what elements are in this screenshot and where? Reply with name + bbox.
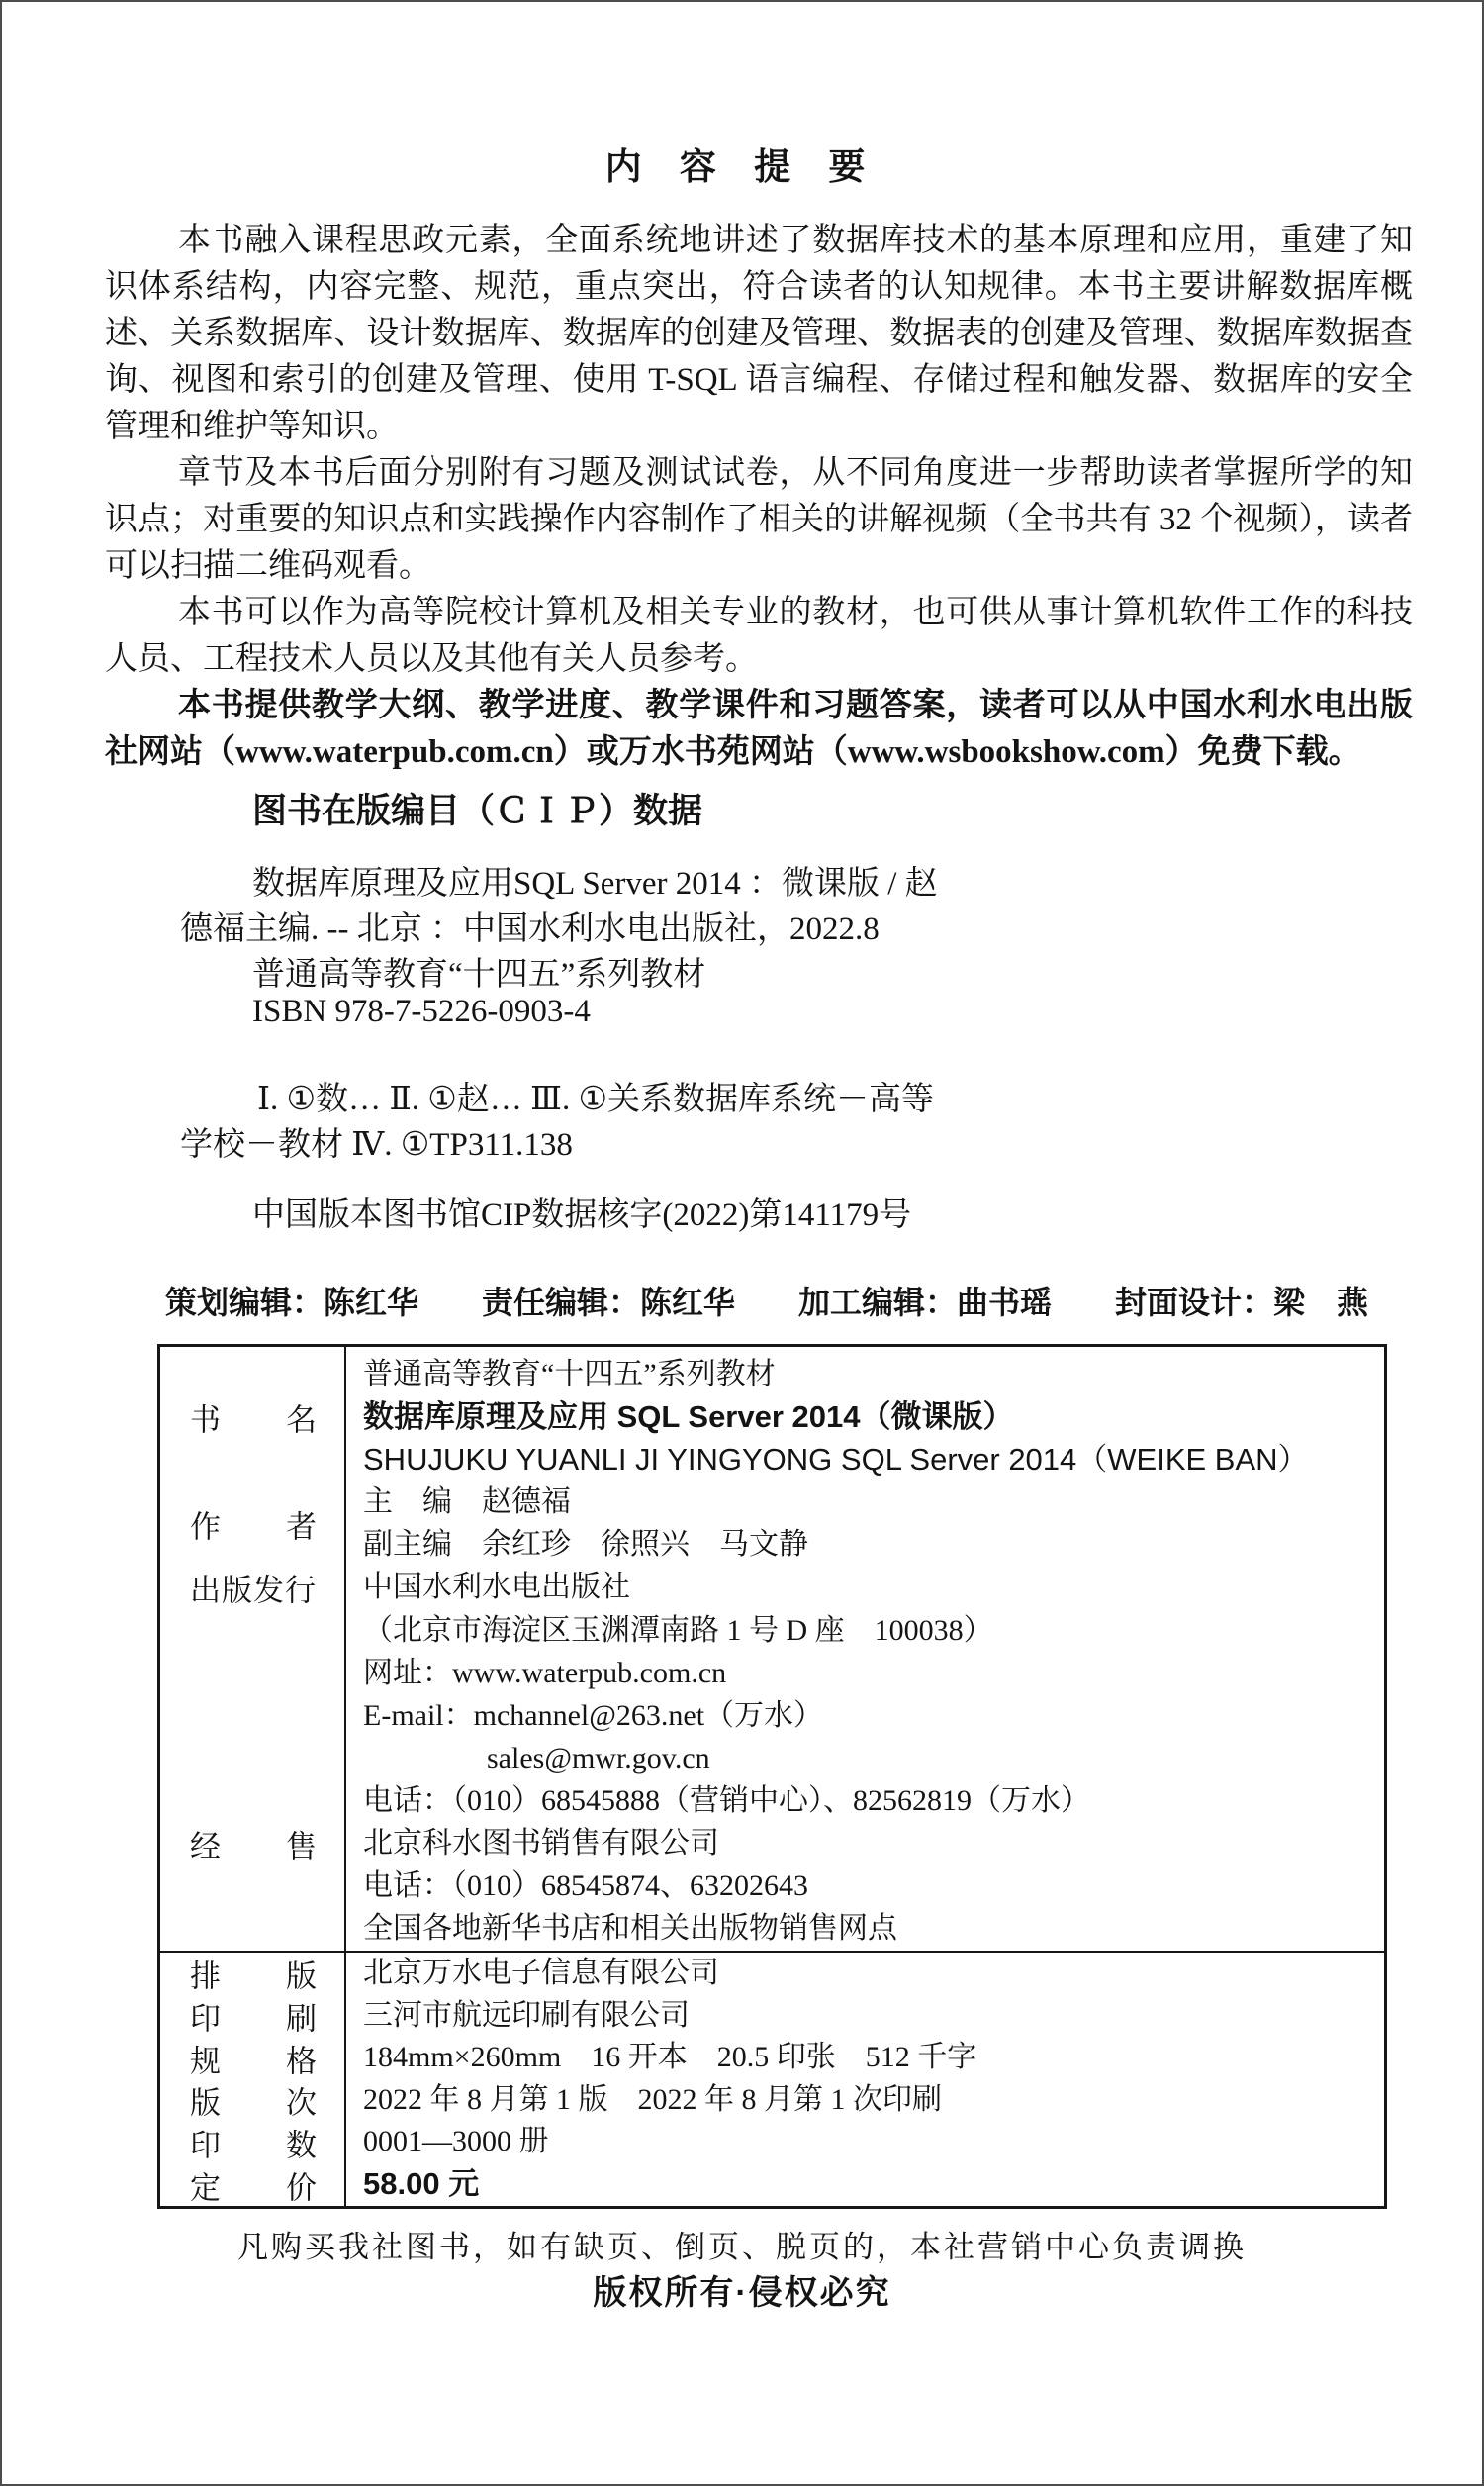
book-title-row: 数据库原理及应用 SQL Server 2014（微课版）: [363, 1399, 1014, 1435]
responsible-editor: 责任编辑：陈红华: [481, 1285, 735, 1320]
cip-record-number: 中国版本图书馆CIP数据核字(2022)第141179号: [252, 1197, 912, 1233]
planning-editor: 策划编辑：陈红华: [165, 1285, 419, 1320]
label-printing: 印 刷: [190, 2001, 317, 2037]
summary-paragraph-3: 本书可以作为高等院校计算机及相关专业的教材，也可供从事计算机软件工作的科技人员、工程技术人员以及其他有关人员参考。: [105, 595, 1413, 677]
publisher-phone-row: 电话：（010）68545888（营销中心）、82562819（万水）: [363, 1783, 1090, 1817]
label-publisher: 出版发行: [190, 1573, 317, 1608]
cip-classification-2: 学校－教材 Ⅳ. ①TP311.138: [180, 1127, 573, 1163]
summary-paragraph-4: 本书提供教学大纲、教学进度、教学课件和习题答案，读者可以从中国水利水电出版社网站（www.waterpub.com.cn）或万水书苑网站（www.wsbookshow.com）免费下载。: [105, 688, 1413, 770]
distribution-outlets-row: 全国各地新华书店和相关出版物销售网点: [363, 1912, 897, 1946]
email-row: E-mail：mchannel@263.net（万水）: [363, 1698, 824, 1732]
processing-editor: 加工编辑：曲书瑶: [797, 1285, 1052, 1320]
cip-isbn: ISBN 978-7-5226-0903-4: [252, 994, 591, 1029]
pinyin-title-row: SHUJUKU YUANLI JI YINGYONG SQL Server 2014（WEIKE BAN）: [363, 1442, 1309, 1478]
label-price: 定 价: [190, 2170, 317, 2206]
label-typesetting: 排 版: [190, 1959, 317, 1994]
print-run-row: 0001—3000 册: [363, 2125, 549, 2158]
cip-line-1: 数据库原理及应用SQL Server 2014 ：微课版 / 赵: [252, 866, 938, 902]
label-print-run: 印 数: [190, 2128, 317, 2163]
email-2-row: sales@mwr.gov.cn: [487, 1741, 710, 1774]
cip-classification-1: Ⅰ. ①数… Ⅱ. ①赵… Ⅲ. ①关系数据库系统－高等: [257, 1082, 935, 1117]
chief-editor-row: 主 编 赵德福: [363, 1485, 571, 1519]
publisher-name-row: 中国水利水电出版社: [363, 1571, 630, 1604]
label-distributor: 经 售: [190, 1829, 317, 1864]
replacement-notice: 凡购买我社图书，如有缺页、倒页、脱页的，本社营销中心负责调换: [237, 2230, 1247, 2264]
series-title-row: 普通高等教育“十四五”系列教材: [363, 1358, 776, 1390]
label-author: 作 者: [190, 1509, 317, 1545]
cip-line-2: 德福主编. -- 北京 ：中国水利水电出版社，2022.8: [180, 911, 880, 947]
cover-designer: 封面设计：梁 燕: [1114, 1285, 1368, 1320]
label-book-title: 书 名: [190, 1402, 317, 1438]
label-edition: 版 次: [190, 2085, 317, 2121]
copyright-statement: 版权所有·侵权必究: [593, 2274, 891, 2312]
colophon-lower-rows: [346, 1953, 1384, 2206]
cip-title: 图书在版编目（ＣＩＰ）数据: [252, 792, 703, 830]
summary-paragraph-1: 本书融入课程思政元素，全面系统地讲述了数据库技术的基本原理和应用，重建了知识体系结构，内容完整、规范，重点突出，符合读者的认知规律。本书主要讲解数据库概述、关系数据库、设计数据库、数据库的创建及管理、数据表的创建及管理、数据库数据查询、视图和索引的创建及管理、使用 T-SQL 语言编程、存储过程和触发器、数据库的安全管理和维护等知识。: [105, 223, 1413, 444]
edition-row: 2022 年 8 月第 1 版 2022 年 8 月第 1 次印刷: [363, 2082, 942, 2116]
colophon-upper-rows: [346, 1347, 1384, 1950]
distributor-name-row: 北京科水图书销售有限公司: [363, 1827, 719, 1861]
editor-credits: [165, 1278, 1368, 1323]
website-row: 网址：www.waterpub.com.cn: [363, 1656, 727, 1689]
deputy-editors-row: 副主编 余红珍 徐照兴 马文静: [363, 1528, 808, 1562]
format-spec-row: 184mm×260mm 16 开本 20.5 印张 512 千字: [363, 2041, 977, 2074]
price-row: 58.00 元: [363, 2165, 480, 2201]
summary-paragraph-2: 章节及本书后面分别附有习题及测试试卷，从不同角度进一步帮助读者掌握所学的知识点；对重要的知识点和实践操作内容制作了相关的讲解视频（全书共有 32 个视频），读者可以扫描二维码观看。: [105, 455, 1413, 584]
content-summary-title: 内 容 提 要: [604, 146, 880, 187]
publisher-address-row: （北京市海淀区玉渊潭南路 1 号 D 座 100038）: [363, 1613, 993, 1647]
colophon-table: [157, 1344, 1387, 2209]
label-format: 规 格: [190, 2044, 317, 2079]
distributor-phone-row: 电话：（010）68545874、63202643: [363, 1869, 808, 1903]
typesetting-company-row: 北京万水电子信息有限公司: [363, 1957, 719, 1989]
cip-line-3: 普通高等教育“十四五”系列教材: [252, 957, 706, 993]
printing-company-row: 三河市航远印刷有限公司: [363, 1998, 690, 2032]
content-summary-body: [105, 218, 1413, 776]
